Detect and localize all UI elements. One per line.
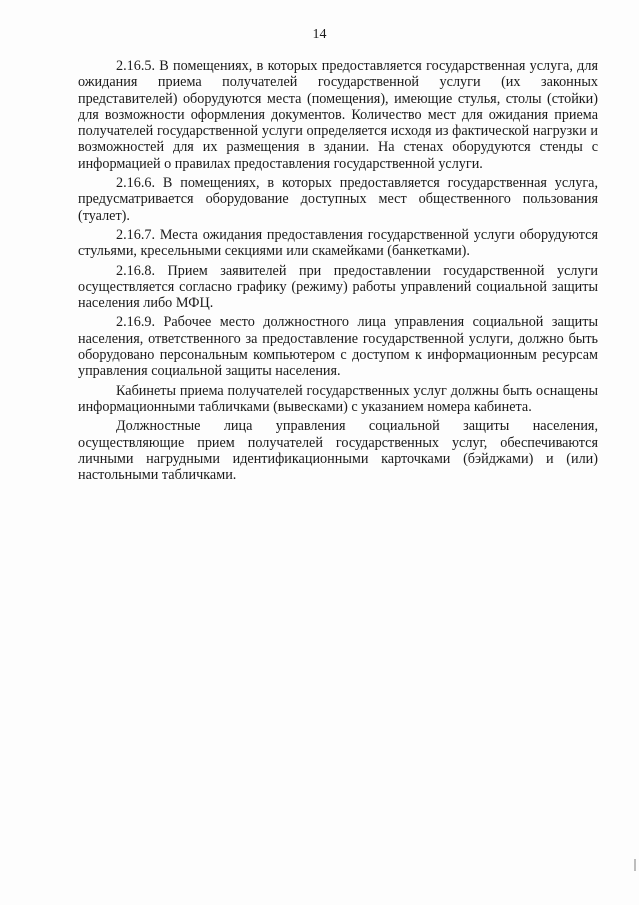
paragraph-2-16-7: 2.16.7. Места ожидания предоставления государственной услуги оборудуются стульями, кресельными секциями или скамейками (банкетками).	[78, 226, 598, 260]
paragraph-2-16-6: 2.16.6. В помещениях, в которых предоставляется государственная услуга, предусматривается оборудование доступных мест общественного пользования (туалет).	[78, 175, 598, 224]
paragraph-2-16-5: 2.16.5. В помещениях, в которых предоставляется государственная услуга, для ожидания приема получателей государственной услуги (их законных представителей) оборудуются места (помещения), имеющие стулья, столы (стойки) для возможности оформления документов. Количество мест для ожидания приема получателей государственной услуги определяется исходя из фактической нагрузки и возможностей для их размещения в здании. На стенах оборудуются стенды с информацией о правилах предоставления государственной услуги.	[78, 58, 598, 172]
document-body	[78, 58, 598, 483]
scan-edge-mark	[634, 859, 636, 871]
paragraph-2-16-8: 2.16.8. Прием заявителей при предоставлении государственной услуги осуществляется согласно графику (режиму) работы управлений социальной защиты населения либо МФЦ.	[78, 262, 598, 312]
paragraph-officials: Должностные лица управления социальной защиты населения, осуществляющие прием получателей государственных услуг, обеспечиваются личными нагрудными идентификационными карточками (бэйджами) и (или) настольными табличками.	[78, 418, 598, 484]
paragraph-cabinets: Кабинеты приема получателей государственных услуг должны быть оснащены информационными табличками (вывесками) с указанием номера кабинета.	[78, 382, 598, 415]
paragraph-2-16-9: 2.16.9. Рабочее место должностного лица управления социальной защиты населения, ответственного за предоставление государственной услуги, должно быть оборудовано персональным компьютером с доступом к информационным ресурсам управления социальной защиты населения.	[78, 314, 598, 380]
page-number: 14	[312, 27, 327, 42]
